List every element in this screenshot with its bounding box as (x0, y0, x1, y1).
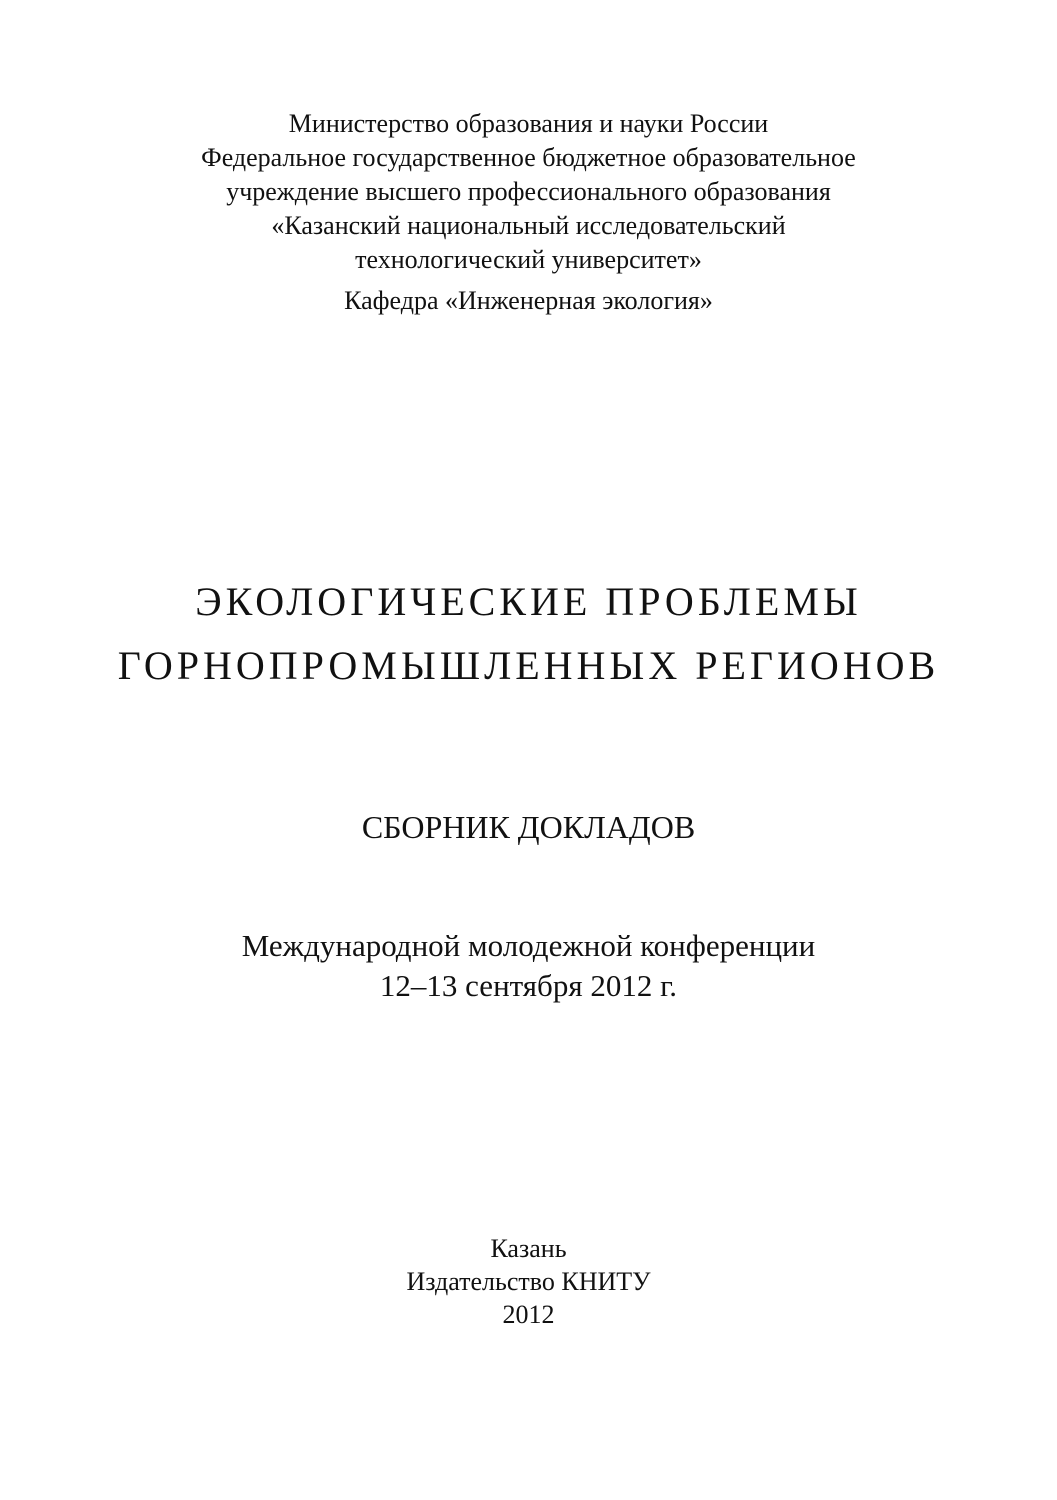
document-title (0, 570, 1057, 698)
institution-header (0, 107, 1057, 277)
imprint (0, 1232, 1057, 1331)
imprint-year: 2012 (502, 1300, 555, 1329)
institution-type-line-2: учреждение высшего профессионального образования (226, 177, 831, 206)
imprint-city: Казань (490, 1234, 567, 1263)
conference-name: Международной молодежной конференции (241, 928, 816, 963)
university-name-line-2: технологический университет» (355, 245, 702, 274)
conference-date: 12–13 сентября 2012 г. (379, 968, 678, 1003)
document-subtitle: СБОРНИК ДОКЛАДОВ (361, 809, 696, 845)
title-line-1: ЭКОЛОГИЧЕСКИЕ ПРОБЛЕМЫ (195, 579, 862, 624)
institution-type-line: Федеральное государственное бюджетное образовательное (201, 143, 856, 172)
conference-info (0, 926, 1057, 1006)
title-line-2: ГОРНОПРОМЫШЛЕННЫХ РЕГИОНОВ (117, 643, 940, 688)
department: Кафедра «Инженерная экология» (344, 286, 713, 315)
ministry-line: Министерство образования и науки России (288, 109, 769, 138)
imprint-publisher: Издательство КНИТУ (406, 1267, 651, 1296)
university-name-line: «Казанский национальный исследовательский (271, 211, 786, 240)
